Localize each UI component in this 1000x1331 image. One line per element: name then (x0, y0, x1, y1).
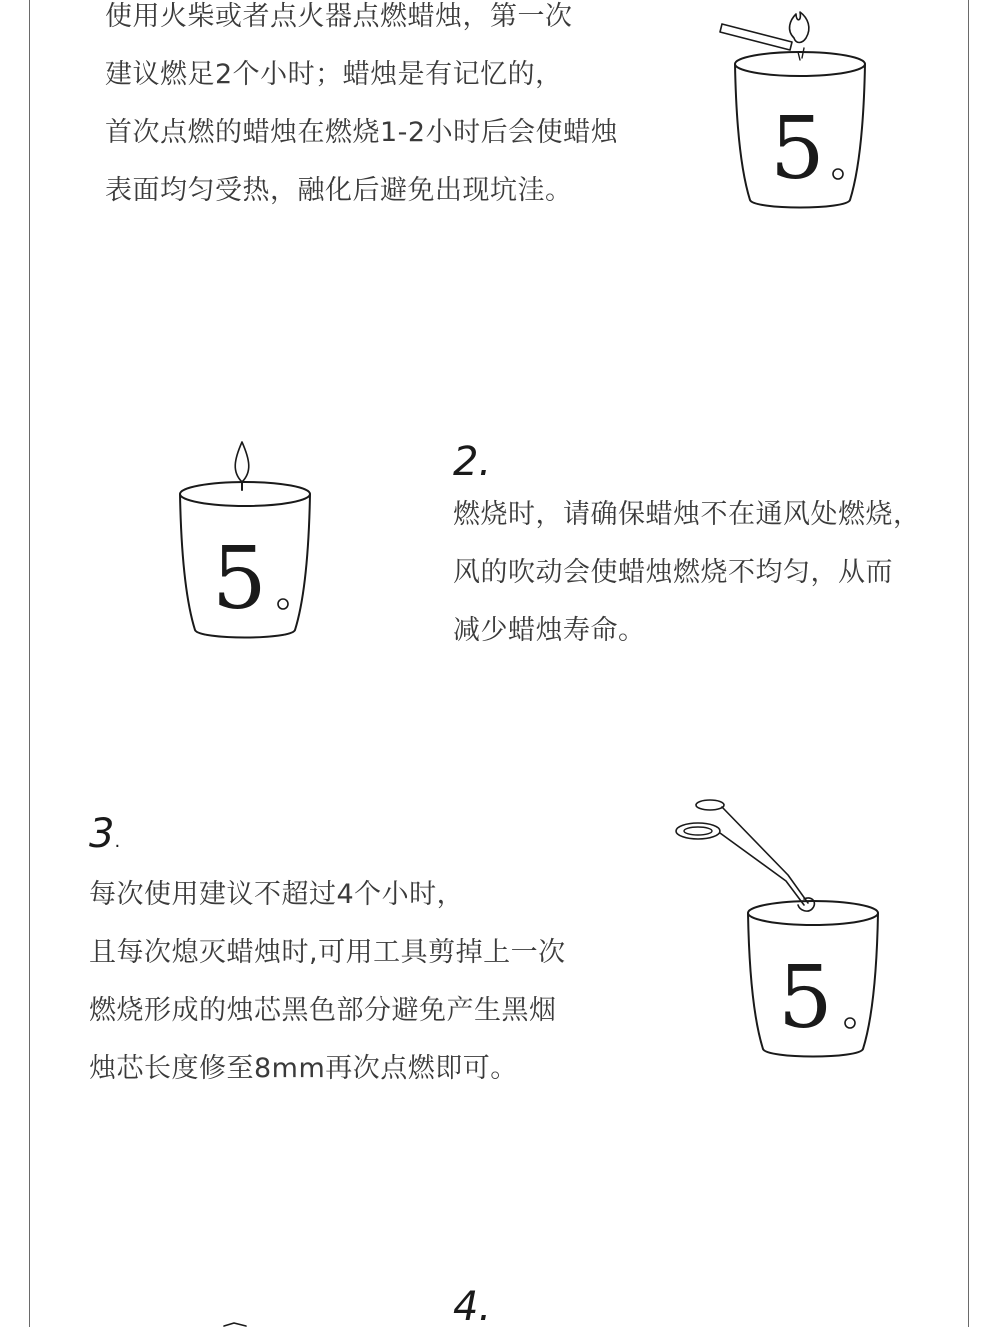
candle-wick-trimmer-icon (668, 795, 888, 1070)
step-1-line: 建议燃足2个小时；蜡烛是有记忆的， (105, 59, 563, 90)
candle-label: 5 (212, 529, 267, 629)
step-3-line: 烛芯长度修至8mm再次点燃即可。 (89, 1053, 518, 1084)
step-2-line: 减少蜡烛寿命。 (453, 615, 646, 646)
step-3-text (89, 810, 566, 1098)
step-4-text (453, 1283, 491, 1331)
step-1-line: 首次点燃的蜡烛在燃烧1-2小时后会使蜡烛 (105, 117, 619, 148)
step-2-line: 风的吹动会使蜡烛燃烧不均匀，从而 (453, 557, 893, 588)
candle-label: 5 (770, 99, 825, 199)
step-number: 4. (453, 1284, 492, 1330)
step-3-line: 每次使用建议不超过4个小时， (89, 879, 465, 910)
step-1-line: 表面均匀受热，融化后避免出现坑洼。 (105, 175, 573, 206)
candle-flame-icon (220, 1318, 250, 1327)
candle-label: 5 (778, 948, 833, 1048)
step-2-line: 燃烧时，请确保蜡烛不在通风处燃烧， (453, 499, 921, 530)
step-number: 3. (89, 811, 121, 857)
step-3-line: 且每次熄灭蜡烛时,可用工具剪掉上一次 (89, 937, 566, 968)
step-2-text (453, 438, 921, 660)
step-3-line: 燃烧形成的烛芯黑色部分避免产生黑烟 (89, 995, 557, 1026)
step-1-line: 使用火柴或者点火器点燃蜡烛，第一次 (105, 1, 573, 32)
step-number: 2. (453, 439, 492, 485)
candle-flame-icon (170, 438, 320, 648)
step-1-text (105, 0, 618, 220)
candle-match-icon (720, 8, 880, 223)
